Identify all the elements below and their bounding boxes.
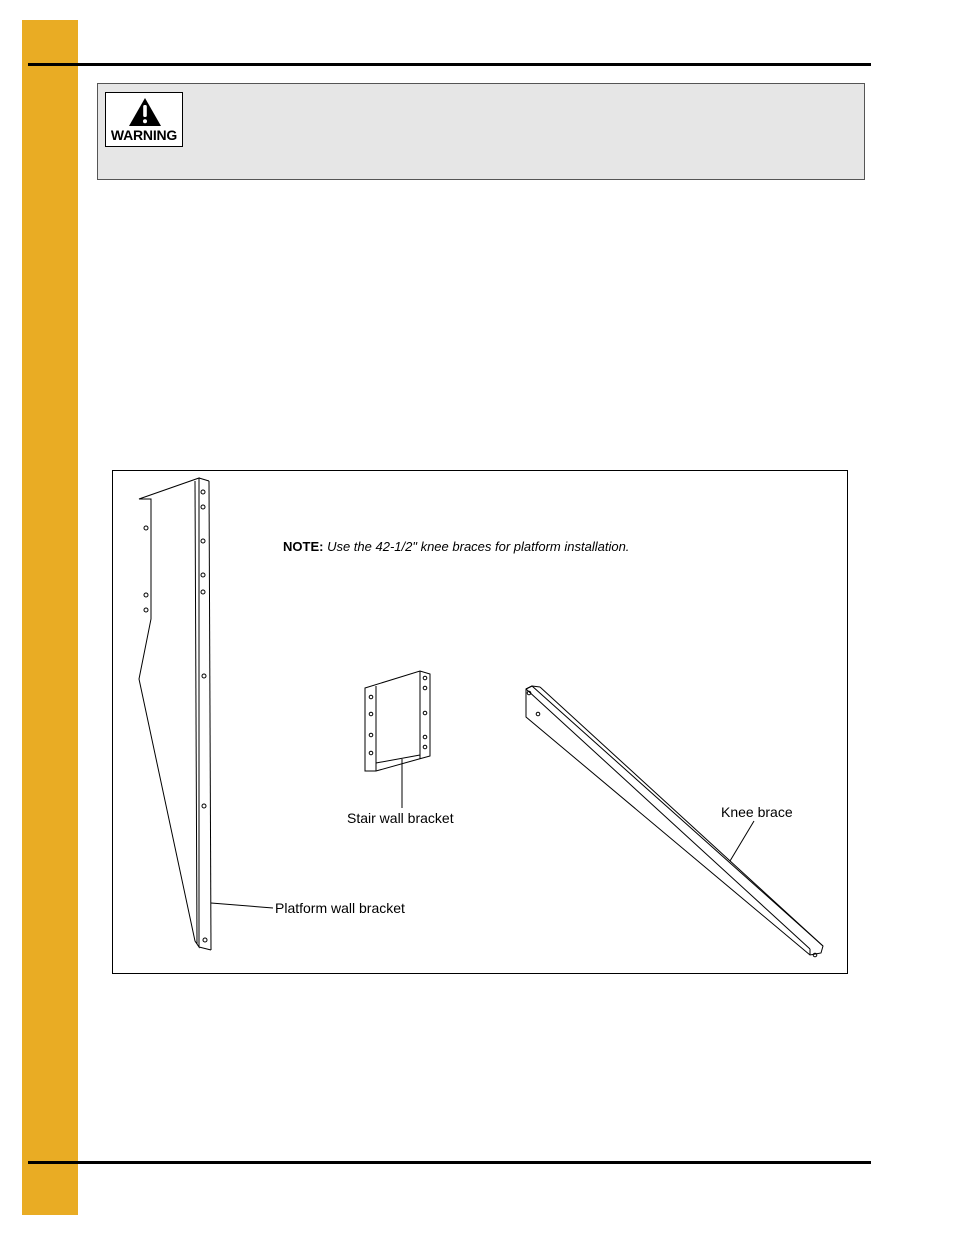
stair-wall-bracket-drawing (365, 671, 430, 808)
knee-brace-label: Knee brace (721, 804, 793, 820)
chapter-side-tab (22, 20, 78, 1215)
installation-note (283, 539, 629, 554)
note-label: NOTE: (283, 539, 324, 554)
warning-triangle-icon (105, 92, 183, 147)
warning-box (97, 83, 865, 180)
platform-wall-bracket-label: Platform wall bracket (275, 900, 405, 916)
figure-brackets-and-brace (112, 470, 848, 974)
warning-label: WARNING (110, 127, 178, 143)
stair-wall-bracket-label: Stair wall bracket (347, 810, 454, 826)
platform-wall-bracket-drawing (139, 478, 273, 950)
header-rule (28, 63, 871, 66)
knee-brace-drawing (526, 686, 823, 957)
footer-rule (28, 1161, 871, 1164)
note-text: Use the 42-1/2" knee braces for platform installation. (327, 539, 630, 554)
